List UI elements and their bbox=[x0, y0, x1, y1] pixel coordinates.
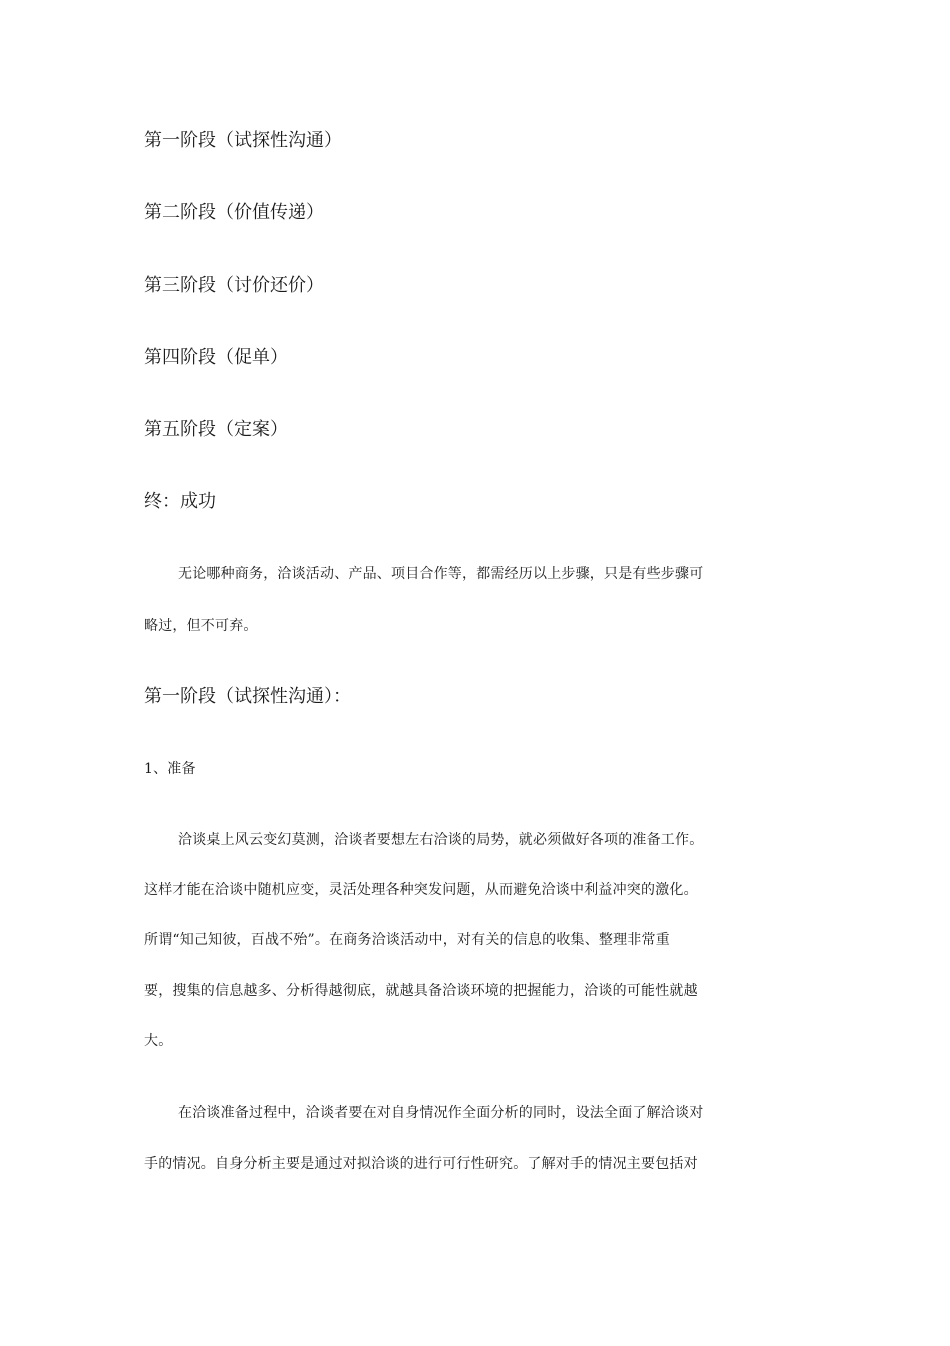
stage-item-4: 第四阶段（促单） bbox=[144, 347, 288, 368]
stage-item-5: 第五阶段（定案） bbox=[144, 419, 288, 440]
paragraph-1-line-2: 这样才能在洽谈中随机应变，灵活处理各种突发问题，从而避免洽谈中利益冲突的激化。 bbox=[144, 882, 698, 898]
section-heading: 第一阶段（试探性沟通）： bbox=[144, 686, 351, 707]
paragraph-1-line-3: 所谓“知己知彼，百战不殆”。在商务洽谈活动中，对有关的信息的收集、整理非常重 bbox=[144, 932, 670, 948]
subheading: 1、准备 bbox=[144, 761, 196, 777]
stage-item-3: 第三阶段（讨价还价） bbox=[144, 275, 324, 296]
stage-item-1: 第一阶段（试探性沟通） bbox=[144, 130, 342, 151]
paragraph-2-line-2: 手的情况。自身分析主要是通过对拟洽谈的进行可行性研究。了解对手的情况主要包括对 bbox=[144, 1156, 698, 1172]
intro-paragraph-line-2: 略过，但不可弃。 bbox=[144, 618, 258, 634]
paragraph-1-line-4: 要，搜集的信息越多、分析得越彻底，就越具备洽谈环境的把握能力，洽谈的可能性就越 bbox=[144, 983, 698, 999]
paragraph-1-line-5: 大。 bbox=[144, 1033, 173, 1049]
paragraph-1-line-1: 洽谈桌上风云变幻莫测，洽谈者要想左右洽谈的局势，就必须做好各项的准备工作。 bbox=[178, 832, 704, 848]
stage-item-2: 第二阶段（价值传递） bbox=[144, 202, 324, 223]
paragraph-2-line-1: 在洽谈准备过程中，洽谈者要在对自身情况作全面分析的同时，设法全面了解洽谈对 bbox=[178, 1105, 704, 1121]
intro-paragraph-line-1: 无论哪种商务，洽谈活动、产品、项目合作等，都需经历以上步骤，只是有些步骤可 bbox=[178, 566, 704, 582]
stage-final: 终：成功 bbox=[144, 491, 216, 512]
